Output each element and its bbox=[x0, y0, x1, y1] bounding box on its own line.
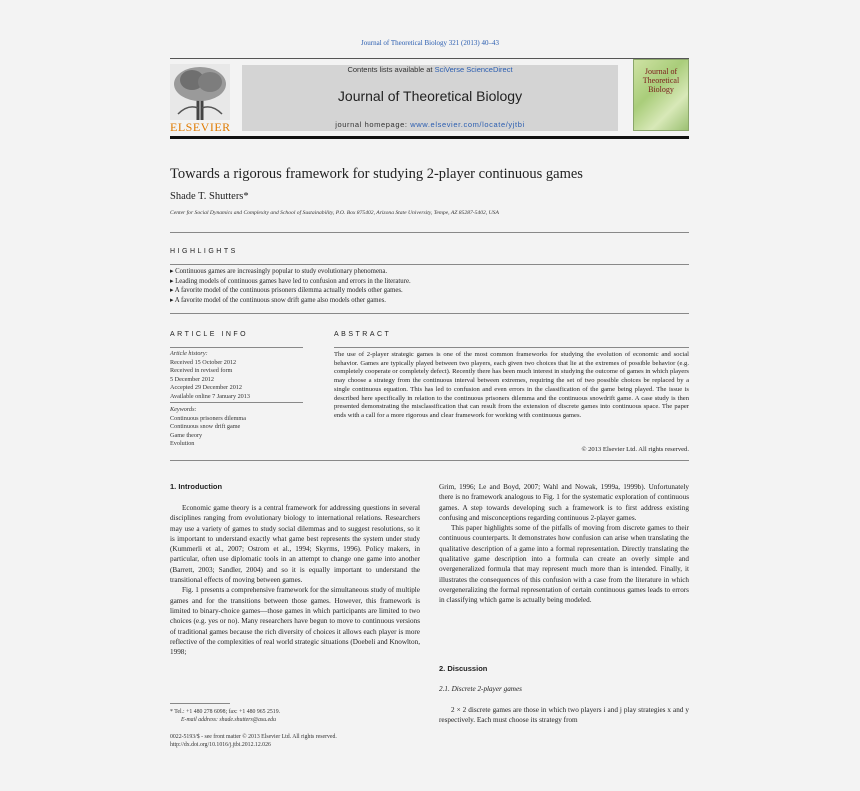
masthead-top-rule bbox=[170, 58, 689, 59]
keyword: Evolution bbox=[170, 440, 195, 448]
paragraph: This paper highlights some of the pitfalls of moving from discrete games to their continuous counterparts. It demonstrates how confusion can arise when translating the qualitative description of a game into a formal representation. Directly translating the qualitative game description into a formula can create an overly simple and overgeneralized formula that may represent much more than is intended. Finally, it illustrates the consequences of this confusion with a case from the literature in which overgeneralizing the formal representation of certain continuous games leads to errors in classifying which game is actually being modeled. bbox=[439, 524, 689, 605]
footnote-email[interactable]: E-mail address: shade.shutters@asu.edu bbox=[181, 717, 276, 723]
elsevier-tree-logo bbox=[170, 64, 230, 120]
paragraph: Grim, 1996; Le and Boyd, 2007; Wahl and Nowak, 1999a, 1999b). Unfortunately there is no framework analogous to Fig. 1 for the systematic exploration of continuous games. A step towards developing such a framework is to first address existing confusing and misconceptions regarding continuous 2-player games. bbox=[439, 483, 689, 522]
abstract-copyright: © 2013 Elsevier Ltd. All rights reserved. bbox=[581, 446, 689, 453]
author-affiliation: Center for Social Dynamics and Complexity and School of Sustainability, P.O. Box 875402, Arizona State University, Tempe, AZ 85287-5402, USA bbox=[170, 210, 499, 216]
divider bbox=[170, 460, 689, 461]
article-history bbox=[170, 350, 303, 402]
highlight-item: ▸ Continuous games are increasingly popular to study evolutionary phenomena. bbox=[170, 268, 388, 275]
keyword: Game theory bbox=[170, 431, 203, 439]
history-online: Available online 7 January 2013 bbox=[170, 392, 250, 400]
masthead-bottom-rule bbox=[170, 136, 689, 139]
right-column-text bbox=[439, 482, 689, 606]
keyword: Continuous prisoners dilemma bbox=[170, 414, 246, 422]
keyword: Continuous snow drift game bbox=[170, 423, 241, 431]
history-revised-date: 5 December 2012 bbox=[170, 375, 214, 383]
divider bbox=[334, 347, 689, 348]
paragraph: Economic game theory is a central framework for addressing questions in several disciplines ranging from evolutionary biology to international relations. Researchers may use a variety of games to study social dilemmas and to suggest resolutions, so it is important to understand exactly what game best represents the system under study (Kummerli et al., 2007; Ostrom et al., 1994; Skyrms, 1996). Policy makers, in particular, often use diplomatic tools in an attempt to change one game into another (Barrett, 2003; Sandler, 2004) and so it is equally important to understand the transitional effects of moving between games. bbox=[170, 504, 420, 585]
keywords-label: Keywords: bbox=[170, 406, 197, 413]
divider bbox=[170, 232, 689, 233]
highlight-item: ▸ Leading models of continuous games have led to confusion and errors in the literature. bbox=[170, 277, 411, 285]
journal-reference[interactable]: Journal of Theoretical Biology 321 (2013) 40–43 bbox=[361, 39, 499, 47]
history-received: Received 15 October 2012 bbox=[170, 358, 237, 366]
section-heading-introduction: 1. Introduction bbox=[170, 482, 223, 491]
journal-title: Journal of Theoretical Biology bbox=[337, 88, 523, 104]
discussion-text bbox=[439, 705, 689, 726]
highlight-item: ▸ A favorite model of the continuous prisoners dilemma actually models other games. bbox=[170, 287, 403, 294]
divider bbox=[170, 313, 689, 314]
highlights-heading: HIGHLIGHTS bbox=[170, 248, 238, 255]
footnote-rule bbox=[170, 703, 230, 704]
sciencedirect-link[interactable]: SciVerse ScienceDirect bbox=[434, 65, 513, 74]
elsevier-wordmark: ELSEVIER bbox=[170, 120, 231, 134]
history-label: Article history: bbox=[170, 350, 208, 357]
divider bbox=[170, 402, 303, 403]
highlight-item: ▸ A favorite model of the continuous snow drift game also models other games. bbox=[170, 296, 386, 304]
left-column-text bbox=[170, 503, 420, 657]
abstract-text: The use of 2-player strategic games is one of the most common frameworks for studying the evolution of economic and social behavior. Games are typically played between two players, each given two choices that lie at the extremes of possible behavior (e.g. completely cooperate or completely defect). Recently there has been much interest in studying the outcome of games in which players may choose a strategy from the continuous interval between extremes, requiring the set of two possible choices be replaced by a single continuous equation. This has led to confusion and even errors in the classification of the game being played. The issue is described here specifically in relation to the continuous prisoners dilemma and the continuous snowdrift game. A case study is then presented demonstrating the misclassification that can result from the extension of discrete games into continuous space. The paper ends with a call for a more rigorous and clear framework for working with continuous games. bbox=[334, 351, 689, 419]
keywords bbox=[170, 406, 303, 449]
divider bbox=[170, 347, 303, 348]
subsection-heading: 2.1. Discrete 2-player games bbox=[439, 685, 522, 693]
doi-link[interactable]: http://dx.doi.org/10.1016/j.jtbi.2012.12.026 bbox=[170, 742, 271, 748]
contents-available bbox=[242, 65, 618, 74]
homepage-prefix: journal homepage: bbox=[335, 120, 411, 129]
homepage-link[interactable]: www.elsevier.com/locate/yjtbi bbox=[410, 120, 525, 129]
footnote-contact: * Tel.: +1 480 278 6098; fax: +1 480 965 2519. bbox=[170, 709, 281, 715]
journal-cover-title: Journal of Theoretical Biology bbox=[642, 67, 680, 94]
journal-homepage bbox=[242, 120, 618, 129]
paragraph: 2 × 2 discrete games are those in which two players i and j play strategies x and y respectively. Each must choose its strategy from bbox=[439, 706, 689, 725]
section-heading-discussion: 2. Discussion bbox=[439, 664, 488, 673]
author-name[interactable]: Shade T. Shutters* bbox=[170, 191, 249, 202]
issn-line: 0022-5193/$ - see front matter © 2013 Elsevier Ltd. All rights reserved. bbox=[170, 734, 337, 740]
abstract-heading: ABSTRACT bbox=[334, 331, 392, 338]
history-accepted: Accepted 29 December 2012 bbox=[170, 384, 242, 392]
article-title: Towards a rigorous framework for studying 2-player continuous games bbox=[170, 166, 583, 182]
contents-prefix: Contents lists available at bbox=[347, 65, 435, 74]
divider bbox=[170, 264, 689, 265]
paragraph: Fig. 1 presents a comprehensive framework for the simultaneous study of multiple games and for the transitions between those games. However, this framework is limited to binary-choice games—those games in which participants are limited to two choices (e.g. yes or no). Many researchers have begun to move to continuous versions of traditional games because the rich diversity of choices it allows each player is more reflective of the complexities of real world strategic situations (Doebeli and Knowlton, 1998; bbox=[170, 586, 420, 657]
history-revised: Received in revised form bbox=[170, 367, 233, 375]
article-info-heading: ARTICLE INFO bbox=[170, 331, 249, 338]
